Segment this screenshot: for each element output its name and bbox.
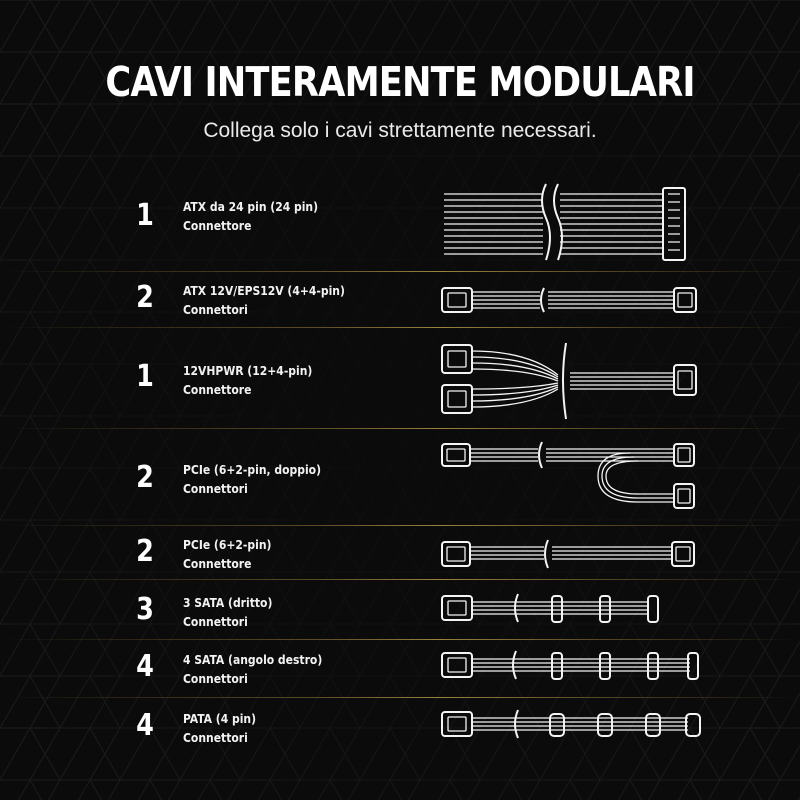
sata-straight-cable-icon: [438, 584, 708, 634]
cable-count: 1: [136, 359, 154, 394]
row-divider: [0, 428, 800, 429]
pcie-cable-icon: [438, 530, 708, 580]
cable-count: 2: [136, 534, 154, 569]
cable-label: [183, 536, 428, 574]
cable-label: [183, 362, 428, 400]
cable-unit: Connettori: [183, 615, 248, 629]
cable-name: 12VHPWR (12+4-pin): [183, 364, 313, 378]
cable-count: 4: [136, 708, 154, 743]
cable-count: 2: [136, 460, 154, 495]
cable-unit: Connettori: [183, 303, 248, 317]
cable-unit: Connettore: [183, 557, 252, 571]
cable-name: 4 SATA (angolo destro): [183, 653, 323, 667]
cable-count: 4: [136, 649, 154, 684]
cable-unit: Connettore: [183, 219, 252, 233]
page-title: CAVI INTERAMENTE MODULARI: [105, 58, 695, 106]
cable-count: 3: [136, 592, 154, 627]
cable-row-12vhpwr: [0, 335, 800, 425]
pcie-dual-cable-icon: [438, 436, 708, 521]
cable-label: [183, 198, 428, 236]
cable-name: PCIe (6+2-pin): [183, 538, 272, 552]
cable-row-pcie: [0, 530, 800, 580]
atx-24pin-cable-icon: [438, 180, 708, 265]
row-divider: [0, 579, 800, 580]
row-divider: [0, 525, 800, 526]
cable-count: 1: [136, 198, 154, 233]
row-divider: [0, 697, 800, 698]
cable-label: [183, 461, 428, 499]
cable-unit: Connettori: [183, 731, 248, 745]
cable-row-pcie-dual: [0, 436, 800, 521]
cable-unit: Connettori: [183, 482, 248, 496]
cable-label: [183, 594, 428, 632]
12vhpwr-cable-icon: [438, 335, 708, 425]
page-subtitle: Collega solo i cavi strettamente necessari.: [203, 119, 597, 142]
cable-unit: Connettori: [183, 672, 248, 686]
sata-right-angle-cable-icon: [438, 641, 708, 691]
cable-label: [183, 282, 428, 320]
eps12v-cable-icon: [438, 276, 708, 326]
cable-row-sata-straight: [0, 584, 800, 634]
cable-name: ATX da 24 pin (24 pin): [183, 200, 319, 214]
cable-name: ATX 12V/EPS12V (4+4-pin): [183, 284, 345, 298]
row-divider: [0, 639, 800, 640]
cable-row-atx24: [0, 180, 800, 265]
cable-row-pata: [0, 700, 800, 750]
cable-name: PCIe (6+2-pin, doppio): [183, 463, 322, 477]
cable-row-eps12v: [0, 276, 800, 326]
cable-label: [183, 651, 428, 689]
cable-count: 2: [136, 280, 154, 315]
row-divider: [0, 327, 800, 328]
cable-label: [183, 710, 428, 748]
pata-cable-icon: [438, 700, 708, 750]
cable-name: PATA (4 pin): [183, 712, 257, 726]
cable-unit: Connettore: [183, 383, 252, 397]
cable-row-sata-right-angle: [0, 641, 800, 691]
row-divider: [0, 271, 800, 272]
cable-name: 3 SATA (dritto): [183, 596, 273, 610]
